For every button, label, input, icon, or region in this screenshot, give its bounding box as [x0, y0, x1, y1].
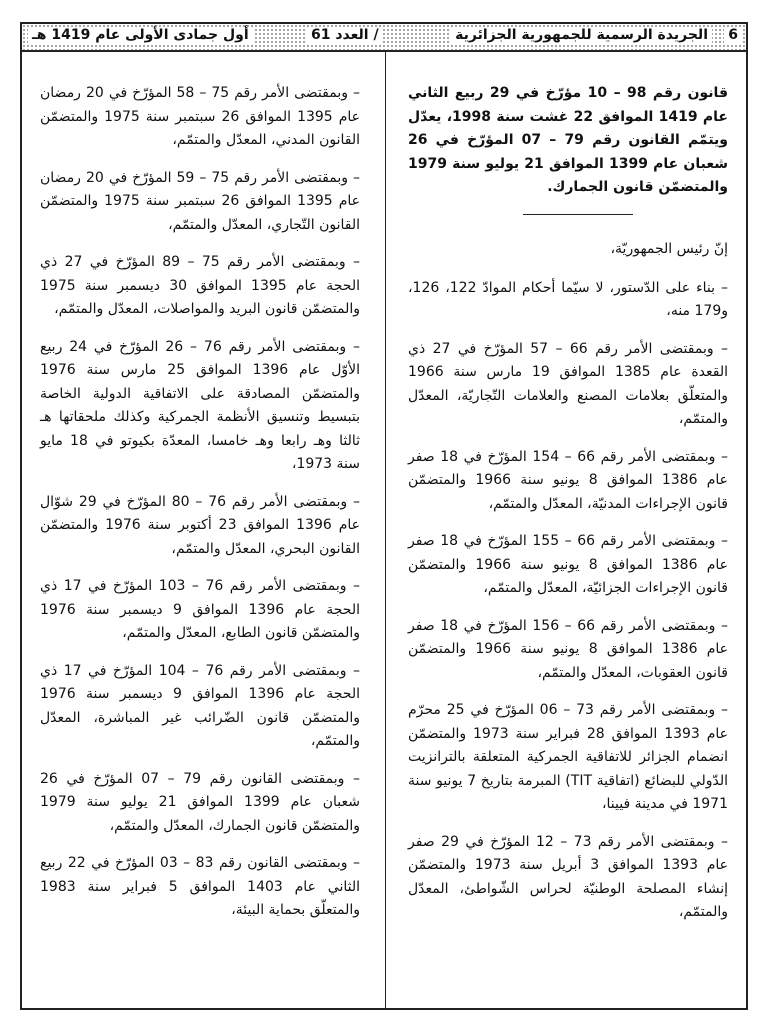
page-header: [22, 24, 746, 52]
paragraph: – وبمقتضى الأمر رقم 66 – 155 المؤرّخ في 18 صفر عام 1386 الموافق 8 يونيو سنة 1966 والمتضمّن قانون الإجراءات الجزائيّة، المعدّل والمتمّم،: [408, 533, 729, 596]
column-divider: [385, 52, 386, 1008]
president-line: إنّ رئيس الجمهوريّة،: [610, 240, 728, 257]
paragraph: – وبمقتضى القانون رقم 79 – 07 المؤرّخ في 26 شعبان عام 1399 الموافق 21 يوليو سنة 1979 والمتضمّن قانون الجمارك، المعدّل والمتمّم،: [40, 770, 361, 834]
page-number: 6: [724, 27, 742, 43]
paragraph: – وبمقتضى الأمر رقم 76 – 26 المؤرّخ في 24 ربيع الأوّل عام 1396 الموافق 25 مارس سنة 1976 والمتضمّن المصادقة على الاتفاقية الدولية الخاصة بتبسيط وتنسيق الأنظمة الجمركية وكذلك ملحقاتها هـ ثالثا وهـ رابعا وهـ خامسا، المعدّة بكيوتو في 18 مايو سنة 1973،: [40, 338, 361, 472]
left-column: [40, 82, 360, 937]
paragraph: – وبمقتضى الأمر رقم 73 – 12 المؤرّخ في 29 صفر عام 1393 الموافق 3 أبريل سنة 1973 والمتضمّن إنشاء المصلحة الوطنيّة لحراس الشّواطئ، المعدّل والمتمّم،: [408, 833, 729, 920]
paragraph: – وبمقتضى الأمر رقم 75 – 89 المؤرّخ في 27 ذي الحجة عام 1395 الموافق 30 ديسمبر سنة 1975 والمتضمّن قانون البريد والمواصلات، المعدّل والمتمّم،: [40, 254, 361, 317]
paragraph: – وبمقتضى الأمر رقم 73 – 06 المؤرّخ في 25 محرّم عام 1393 الموافق 28 فبراير سنة 1973 والمتضمّن انضمام الجزائر للاتفاقية الجمركية المتعلقة بالترانزيت الدّولي للبضائع (اتفاقية TIT) المبرمة بتاريخ 7 يونيو سنة 1971 في مدينة فيينا،: [408, 702, 728, 812]
law-title: قانون رقم 98 – 10 مؤرّخ في 29 ربيع الثاني عام 1419 الموافق 22 غشت سنة 1998، يعدّل ويتمّم القانون رقم 79 – 07 المؤرّخ في 26 شعبان عام 1399 الموافق 21 يوليو سنة 1979 والمتضمّن قانون الجمارك.: [408, 85, 728, 195]
title-separator: [523, 214, 633, 215]
paragraph: – وبمقتضى الأمر رقم 76 – 80 المؤرّخ في 29 شوّال عام 1396 الموافق 23 أكتوبر سنة 1976 والمتضمّن القانون البحري، المعدّل والمتمّم،: [40, 493, 360, 557]
issue-number: / العدد 61: [307, 27, 383, 43]
gazette-page: [20, 22, 748, 1010]
issue-date: أول جمادى الأولى عام 1419 هـ: [28, 27, 253, 43]
right-column: [408, 82, 728, 939]
paragraph: – وبمقتضى الأمر رقم 66 – 154 المؤرّخ في 18 صفر عام 1386 الموافق 8 يونيو سنة 1966 والمتضمّن قانون الإجراءات المدنيّة، المعدّل والمتمّم،: [408, 448, 729, 512]
paragraph: – وبمقتضى الأمر رقم 76 – 103 المؤرّخ في 17 ذي الحجة عام 1396 الموافق 9 ديسمبر سنة 1976 والمتضمّن قانون الطابع، المعدّل والمتمّم،: [40, 578, 361, 641]
paragraph: – وبمقتضى الأمر رقم 66 – 156 المؤرّخ في 18 صفر عام 1386 الموافق 8 يونيو سنة 1966 والمتضمّن قانون العقوبات، المعدّل والمتمّم،: [408, 617, 729, 681]
paragraph: – بناء على الدّستور، لا سيّما أحكام الموادّ 122، 126، و179 منه،: [408, 279, 729, 319]
gazette-title: الجريدة الرسمية للجمهورية الجزائرية: [451, 27, 712, 43]
paragraph: – وبمقتضى الأمر رقم 75 – 58 المؤرّخ في 20 رمضان عام 1395 الموافق 26 سبتمبر سنة 1975 والمتضمّن القانون المدني، المعدّل والمتمّم،: [40, 85, 361, 148]
paragraph: – وبمقتضى الأمر رقم 66 – 57 المؤرّخ في 27 ذي القعدة عام 1385 الموافق 19 مارس سنة 1966 والمتعلّق بعلامات المصنع والعلامات التّجاريّة، المعدّل والمتمّم،: [408, 340, 729, 427]
paragraph: – وبمقتضى الأمر رقم 75 – 59 المؤرّخ في 20 رمضان عام 1395 الموافق 26 سبتمبر سنة 1975 والمتضمّن القانون التّجاري، المعدّل والمتمّم،: [40, 169, 361, 233]
paragraph: – وبمقتضى الأمر رقم 76 – 104 المؤرّخ في 17 ذي الحجة عام 1396 الموافق 9 ديسمبر سنة 1976 والمتضمّن قانون الضّرائب غير المباشرة، المعدّل والمتمّم،: [40, 662, 361, 749]
paragraph: – وبمقتضى القانون رقم 83 – 03 المؤرّخ في 22 ربيع الثاني عام 1403 الموافق 5 فبراير سنة 1983 والمتعلّق بحماية البيئة،: [40, 855, 361, 918]
